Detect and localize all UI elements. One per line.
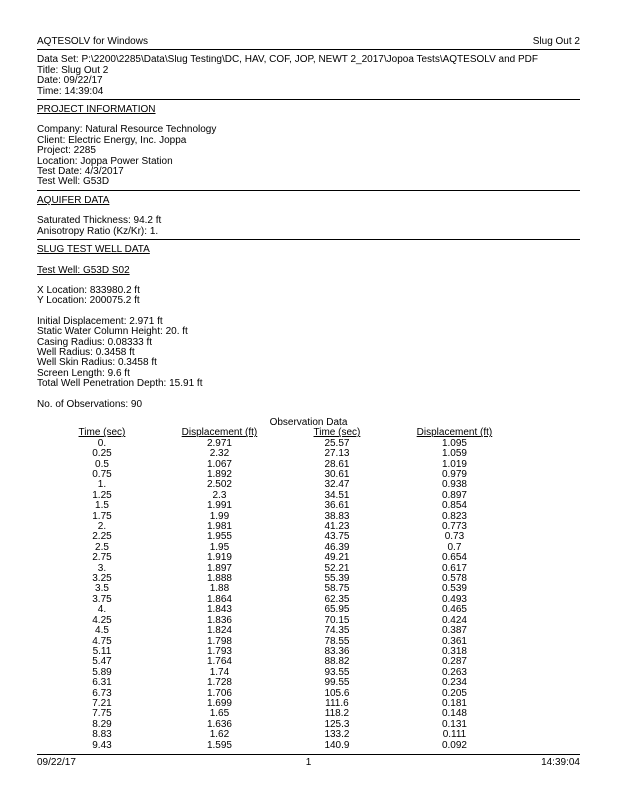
table-cell: 7.21 xyxy=(92,697,112,709)
well-section xyxy=(37,245,580,410)
table-cell: 0.318 xyxy=(441,645,467,657)
table-cell: 25.57 xyxy=(324,437,350,449)
table-cell: 0.424 xyxy=(441,614,467,626)
report-footer xyxy=(37,754,580,768)
table-cell: 1.793 xyxy=(206,645,232,657)
table-cell: 0.25 xyxy=(92,448,112,460)
table-cell: 3. xyxy=(97,562,107,574)
report-page xyxy=(37,37,580,751)
x-location: X Location: 833980.2 ft xyxy=(37,284,140,296)
table-cell: 1.74 xyxy=(209,666,230,678)
table-cell: 1.824 xyxy=(206,625,232,637)
table-cell: 5.11 xyxy=(92,645,112,657)
table-cell: 62.35 xyxy=(324,593,350,605)
table-cell: 1.95 xyxy=(209,541,230,553)
table-row xyxy=(57,730,527,740)
table-cell: 0.773 xyxy=(441,521,467,533)
footer-time: 14:39:04 xyxy=(541,757,580,768)
meta-time: Time: 14:39:04 xyxy=(37,85,104,97)
table-cell: 0.823 xyxy=(441,510,467,522)
table-cell: 4.5 xyxy=(95,625,109,637)
table-cell: 7.75 xyxy=(92,708,112,720)
report-title: Slug Out 2 xyxy=(532,36,580,47)
table-cell: 0.654 xyxy=(441,552,467,564)
table-cell: 1.059 xyxy=(441,448,467,460)
table-cell: 2.502 xyxy=(206,479,232,491)
table-cell: 4. xyxy=(97,604,107,616)
table-cell: 2.3 xyxy=(212,489,227,501)
table-cell: 34.51 xyxy=(324,489,350,501)
table-row xyxy=(57,626,527,636)
table-cell: 74.35 xyxy=(324,625,350,637)
page-number: 1 xyxy=(305,757,312,768)
section-rule xyxy=(37,239,580,240)
table-cell: 46.39 xyxy=(324,541,350,553)
table-cell: 2.75 xyxy=(92,552,112,564)
table-cell: 1.699 xyxy=(206,697,232,709)
table-cell: 1.62 xyxy=(209,729,230,741)
table-cell: 83.36 xyxy=(324,645,350,657)
table-cell: 3.25 xyxy=(92,573,112,585)
data-set-path: Data Set: P:\2200\2285\Data\Slug Testing\DC, HAV, COF, JOP, NEWT 2_2017\Jopoa Tests\AQTESOLV and PDF xyxy=(37,55,539,66)
table-cell: 1.955 xyxy=(206,531,232,543)
table-cell: 5.89 xyxy=(92,666,112,678)
table-cell: 2.25 xyxy=(92,531,112,543)
table-cell: 1.067 xyxy=(206,458,232,470)
table-cell: 1. xyxy=(97,479,107,491)
table-cell: 0.234 xyxy=(441,677,467,689)
table-cell: 125.3 xyxy=(324,718,350,730)
col-disp-1: Displacement (ft) xyxy=(181,427,258,439)
col-disp-2: Displacement (ft) xyxy=(416,427,493,439)
table-cell: 1.892 xyxy=(206,469,232,480)
table-cell: 43.75 xyxy=(324,531,350,543)
table-cell: 111.6 xyxy=(325,697,349,709)
location: Location: Joppa Power Station xyxy=(37,155,173,167)
saturated-thickness: Saturated Thickness: 94.2 ft xyxy=(37,215,162,227)
test-date: Test Date: 4/3/2017 xyxy=(37,166,124,178)
table-cell: 0.263 xyxy=(441,666,467,678)
table-cell: 105.6 xyxy=(324,687,350,699)
test-well: Test Well: G53D xyxy=(37,176,110,188)
project-number: Project: 2285 xyxy=(37,145,96,157)
anisotropy-ratio: Anisotropy Ratio (Kz/Kr): 1. xyxy=(37,225,159,237)
table-row xyxy=(57,741,527,751)
table-cell: 93.55 xyxy=(324,666,350,678)
table-cell: 88.82 xyxy=(324,656,350,668)
table-cell: 1.991 xyxy=(206,500,232,512)
table-cell: 49.21 xyxy=(324,552,350,564)
table-cell: 0.938 xyxy=(441,479,467,491)
observation-count: No. of Observations: 90 xyxy=(37,398,143,410)
table-cell: 70.15 xyxy=(324,614,350,626)
table-cell: 2. xyxy=(97,521,107,533)
table-cell: 133.2 xyxy=(324,729,350,741)
table-cell: 9.43 xyxy=(92,739,112,751)
table-cell: 0.75 xyxy=(92,469,112,480)
table-cell: 1.888 xyxy=(206,573,232,585)
table-cell: 0.465 xyxy=(441,604,467,616)
table-cell: 1.095 xyxy=(441,437,467,449)
table-cell: 8.83 xyxy=(92,729,112,741)
table-cell: 1.25 xyxy=(92,489,112,501)
table-cell: 1.636 xyxy=(206,718,232,730)
table-cell: 41.23 xyxy=(324,521,350,533)
table-cell: 0. xyxy=(97,437,107,449)
table-cell: 55.39 xyxy=(324,573,350,585)
table-cell: 1.65 xyxy=(209,708,230,720)
table-cell: 1.5 xyxy=(95,500,109,512)
col-time-1: Time (sec) xyxy=(78,427,126,439)
table-cell: 1.728 xyxy=(206,677,232,689)
project-section xyxy=(37,105,580,188)
table-cell: 1.706 xyxy=(206,687,232,699)
table-cell: 1.75 xyxy=(92,510,112,522)
static-water-column: Static Water Column Height: 20. ft xyxy=(37,326,188,338)
table-cell: 0.5 xyxy=(95,458,109,470)
aquifer-heading: AQUIFER DATA xyxy=(37,194,110,206)
table-cell: 0.181 xyxy=(441,697,467,709)
y-location: Y Location: 200075.2 ft xyxy=(37,295,140,307)
table-row xyxy=(57,678,527,688)
table-cell: 1.99 xyxy=(209,510,230,522)
well-test-id: Test Well: G53D S02 xyxy=(37,264,130,276)
table-cell: 27.13 xyxy=(324,448,350,460)
col-time-2: Time (sec) xyxy=(313,427,361,439)
table-cell: 0.897 xyxy=(441,489,467,501)
table-cell: 0.854 xyxy=(441,500,467,512)
initial-displacement: Initial Displacement: 2.971 ft xyxy=(37,315,163,327)
table-cell: 0.205 xyxy=(441,687,467,699)
table-cell: 1.919 xyxy=(206,552,232,564)
meta-block xyxy=(37,55,580,97)
meta-date: Date: 09/22/17 xyxy=(37,75,103,87)
meta-title: Title: Slug Out 2 xyxy=(37,64,109,76)
table-cell: 1.836 xyxy=(206,614,232,626)
table-cell: 0.617 xyxy=(441,562,467,574)
app-name: AQTESOLV for Windows xyxy=(37,36,148,47)
table-cell: 0.7 xyxy=(447,541,462,553)
header-rule xyxy=(37,49,580,50)
well-skin-radius: Well Skin Radius: 0.3458 ft xyxy=(37,357,157,369)
company: Company: Natural Resource Technology xyxy=(37,124,217,136)
table-cell: 1.981 xyxy=(206,521,232,533)
well-radius: Well Radius: 0.3458 ft xyxy=(37,346,135,358)
table-cell: 3.75 xyxy=(92,593,112,605)
table-cell: 1.843 xyxy=(206,604,232,616)
table-cell: 0.578 xyxy=(441,573,467,585)
table-cell: 5.47 xyxy=(92,656,112,668)
table-cell: 6.31 xyxy=(92,677,112,689)
project-heading: PROJECT INFORMATION xyxy=(37,104,156,116)
screen-length: Screen Length: 9.6 ft xyxy=(37,367,130,379)
table-cell: 4.75 xyxy=(92,635,112,647)
table-cell: 140.9 xyxy=(324,739,350,751)
observation-table xyxy=(57,428,527,751)
table-cell: 0.111 xyxy=(442,729,467,741)
penetration-depth: Total Well Penetration Depth: 15.91 ft xyxy=(37,378,203,390)
table-cell: 0.539 xyxy=(441,583,467,595)
table-cell: 0.092 xyxy=(441,739,467,751)
table-cell: 1.019 xyxy=(441,458,467,470)
table-cell: 52.21 xyxy=(324,562,350,574)
table-cell: 2.5 xyxy=(95,541,109,553)
table-cell: 28.61 xyxy=(324,458,350,470)
client: Client: Electric Energy, Inc. Joppa xyxy=(37,134,187,146)
table-cell: 2.32 xyxy=(209,448,230,460)
table-cell: 0.148 xyxy=(441,708,467,720)
table-cell: 8.29 xyxy=(92,718,112,730)
table-cell: 1.595 xyxy=(206,739,232,751)
casing-radius: Casing Radius: 0.08333 ft xyxy=(37,336,153,348)
section-rule xyxy=(37,190,580,191)
table-cell: 65.95 xyxy=(324,604,350,616)
table-cell: 0.73 xyxy=(444,531,465,543)
table-cell: 1.798 xyxy=(206,635,232,647)
footer-date: 09/22/17 xyxy=(37,757,76,768)
table-cell: 58.75 xyxy=(324,583,350,595)
table-cell: 1.764 xyxy=(206,656,232,668)
table-cell: 0.493 xyxy=(441,593,467,605)
aquifer-section xyxy=(37,196,580,237)
table-cell: 99.55 xyxy=(324,677,350,689)
table-cell: 1.864 xyxy=(206,593,232,605)
table-cell: 32.47 xyxy=(324,479,350,491)
table-cell: 0.287 xyxy=(441,656,467,668)
table-cell: 0.131 xyxy=(441,718,467,730)
well-heading: SLUG TEST WELL DATA xyxy=(37,244,150,256)
table-cell: 30.61 xyxy=(324,469,350,480)
table-cell: 6.73 xyxy=(92,687,112,699)
table-cell: 3.5 xyxy=(95,583,109,595)
table-cell: 78.55 xyxy=(324,635,350,647)
table-cell: 1.897 xyxy=(206,562,232,574)
table-cell: 0.979 xyxy=(441,469,467,480)
table-cell: 0.387 xyxy=(441,625,467,637)
report-header xyxy=(37,37,580,47)
table-cell: 4.25 xyxy=(92,614,112,626)
table-cell: 38.83 xyxy=(324,510,350,522)
section-rule xyxy=(37,99,580,100)
table-cell: 1.88 xyxy=(209,583,230,595)
observation-title: Observation Data xyxy=(269,416,348,428)
table-cell: 2.971 xyxy=(206,437,232,449)
table-cell: 36.61 xyxy=(324,500,350,512)
table-cell: 118.2 xyxy=(324,708,350,720)
table-cell: 0.361 xyxy=(441,635,467,647)
